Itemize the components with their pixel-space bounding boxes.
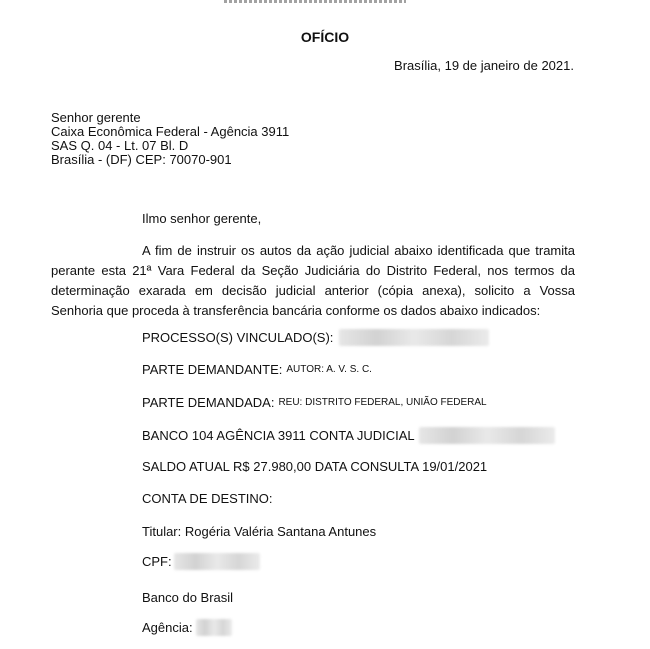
cropped-header-text: [224, 0, 406, 3]
document-title: OFÍCIO: [300, 29, 350, 45]
parte-demandante-label: PARTE DEMANDANTE:: [142, 362, 283, 377]
parte-demandante-field: [142, 362, 372, 377]
addressee-line-1: Senhor gerente: [51, 110, 141, 125]
date-line: Brasília, 19 de janeiro de 2021.: [394, 58, 574, 73]
addressee-line-3: SAS Q. 04 - Lt. 07 Bl. D: [51, 138, 189, 153]
conta-destino-field: [142, 491, 273, 506]
addressee-line-2: Caixa Econômica Federal - Agência 3911: [51, 124, 290, 139]
cpf-label: CPF:: [142, 554, 172, 569]
processo-label: PROCESSO(S) VINCULADO(S):: [142, 330, 334, 345]
redacted-cpf: [174, 553, 260, 570]
banco-line: BANCO 104 AGÊNCIA 3911 CONTA JUDICIAL: [142, 428, 415, 443]
body-paragraph: A fim de instruir os autos da ação judicial abaixo identificada que tramita perante esta 21ª Vara Federal da Seção Judiciária do Distrito Federal, nos termos da determinação exarada em decisão judicial anterior (cópia anexa), solicito a Vossa Senhoria que proceda à transferência bancária conforme os dados abaixo indicados:: [51, 243, 575, 318]
redacted-agencia: [196, 619, 232, 636]
addressee-line-4: Brasília - (DF) CEP: 70070-901: [51, 152, 232, 167]
cpf-field: [142, 553, 260, 570]
agencia-field: [142, 619, 232, 636]
parte-demandada-label: PARTE DEMANDADA:: [142, 395, 275, 410]
parte-demandada-value: REU: DISTRITO FEDERAL, UNIÃO FEDERAL: [278, 397, 487, 408]
greeting: Ilmo senhor gerente,: [142, 211, 262, 226]
banco-field: [142, 427, 555, 444]
banco-destino-field: [142, 590, 233, 605]
saldo-field: [142, 459, 487, 474]
conta-destino-label: CONTA DE DESTINO:: [142, 491, 273, 506]
parte-demandada-field: [142, 395, 487, 410]
redacted-conta-judicial: [419, 427, 555, 444]
redacted-processo: [339, 329, 489, 346]
processo-field: [142, 329, 489, 346]
banco-destino: Banco do Brasil: [142, 590, 234, 605]
parte-demandante-value: AUTOR: A. V. S. C.: [286, 364, 372, 375]
agencia-label: Agência:: [142, 620, 193, 635]
titular-field: [142, 524, 376, 539]
titular-line: Titular: Rogéria Valéria Santana Antunes: [142, 524, 377, 539]
saldo-line: SALDO ATUAL R$ 27.980,00 DATA CONSULTA 19/01/2021: [142, 459, 488, 474]
